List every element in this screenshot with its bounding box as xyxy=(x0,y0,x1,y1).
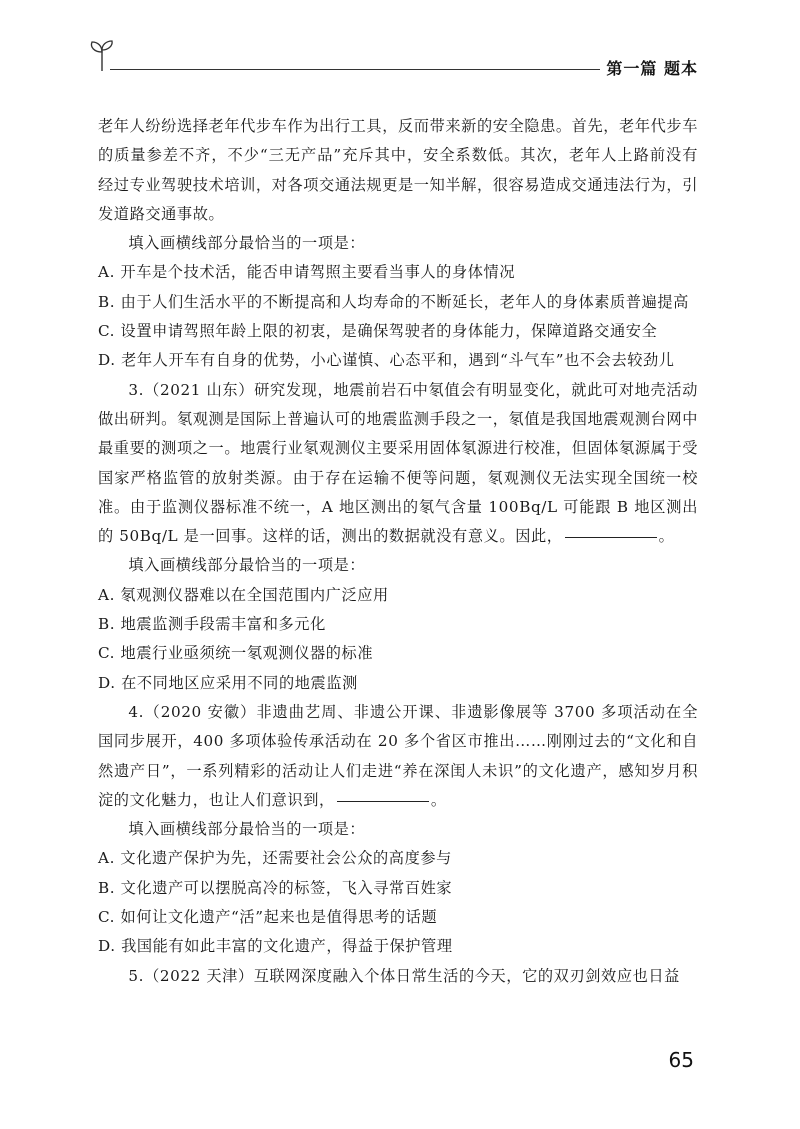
question-4-end: 。 xyxy=(430,790,447,809)
question-prompt: 填入画横线部分最恰当的一项是： xyxy=(128,234,366,253)
option-item: B. 文化遗产可以摆脱高冷的标签，飞入寻常百姓家 xyxy=(98,878,453,897)
question-4-text: 4.（2020 安徽）非遗曲艺周、非遗公开课、非遗影像展等 3700 多项活动在全国同步展开，400 多项体验传承活动在 20 多个省区市推出……刚刚过去的“文化和自然遗产日”，一系列精彩的活动让人们走进“养在深闺人未识”的文化遗产，感知岁月积淀的文化魅力，也让人们意识到， xyxy=(98,702,699,809)
question-3-end: 。 xyxy=(658,527,675,546)
option-item: B. 由于人们生活水平的不断提高和人均寿命的不断延长，老年人的身体素质普遍提高 xyxy=(98,292,689,311)
option-item: D. 在不同地区应采用不同的地震监测 xyxy=(98,673,358,692)
section-title: 第一篇 题本 xyxy=(600,56,698,79)
paragraph-continuation: 老年人纷纷选择老年代步车作为出行工具，反而带来新的安全隐患。首先，老年代步车的质量参差不齐，不少“三无产品”充斥其中，安全系数低。其次，老年人上路前没有经过专业驾驶技术培训，对各项交通法规更是一知半解，很容易造成交通违法行为，引发道路交通事故。 xyxy=(98,117,698,223)
page-content xyxy=(98,112,698,991)
option-item: C. 设置申请驾照年龄上限的初衷，是确保驾驶者的身体能力，保障道路交通安全 xyxy=(98,322,658,341)
option-item: C. 地震行业亟须统一氡观测仪器的标准 xyxy=(98,644,374,663)
question-4 xyxy=(98,698,698,815)
option-item: C. 如何让文化遗产“活”起来也是值得思考的话题 xyxy=(98,908,438,927)
sprout-icon xyxy=(88,38,118,72)
page-number: 65 xyxy=(668,1048,694,1072)
question-prompt: 填入画横线部分最恰当的一项是： xyxy=(128,556,366,575)
question-prompt: 填入画横线部分最恰当的一项是： xyxy=(128,820,366,839)
option-item: A. 氡观测仪器难以在全国范围内广泛应用 xyxy=(98,585,389,604)
page-header xyxy=(88,38,708,78)
question-5: 5.（2022 天津）互联网深度融入个体日常生活的今天，它的双刃剑效应也日益 xyxy=(128,966,680,985)
question-3-text: 3.（2021 山东）研究发现，地震前岩石中氡值会有明显变化，就此可对地壳活动做出研判。氡观测是国际上普遍认可的地震监测手段之一，氡值是我国地震观测台网中最重要的测项之一。地震行业氡观测仪主要采用固体氡源进行校准，但固体氡源属于受国家严格监管的放射类源。由于存在运输不便等问题，氡观测仪无法实现全国统一校准。由于监测仪器标准不统一，A 地区测出的氡气含量 100Bq/L 可能跟 B 地区测出的 50Bq/L 是一回事。这样的话，测出的数据就没有意义。因此， xyxy=(98,380,698,546)
answer-blank xyxy=(337,800,429,802)
option-item: D. 老年人开车有自身的优势，小心谨慎、心态平和，遇到“斗气车”也不会去较劲儿 xyxy=(98,351,675,370)
option-item: A. 开车是个技术活，能否申请驾照主要看当事人的身体情况 xyxy=(98,263,516,282)
option-item: A. 文化遗产保护为先，还需要社会公众的高度参与 xyxy=(98,849,452,868)
option-item: B. 地震监测手段需丰富和多元化 xyxy=(98,615,326,634)
option-item: D. 我国能有如此丰富的文化遗产，得益于保护管理 xyxy=(98,937,453,956)
question-3 xyxy=(98,376,698,552)
answer-blank xyxy=(565,536,657,538)
